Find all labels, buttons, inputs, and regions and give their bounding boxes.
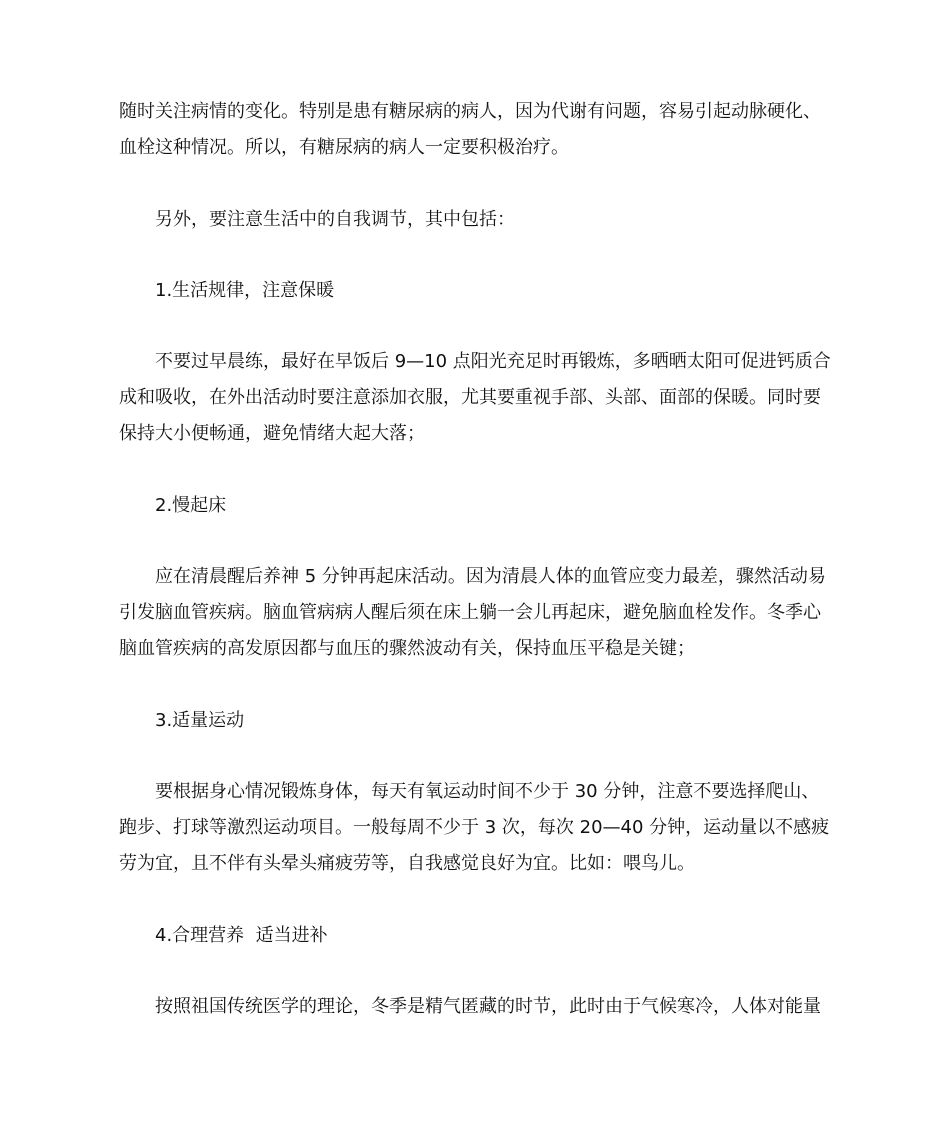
text-line: 随时关注病情的变化。特别是患有糖尿病的病人，因为代谢有问题，容易引起动脉硬化、 xyxy=(119,101,821,122)
text-line: 血栓这种情况。所以，有糖尿病的病人一定要积极治疗。 xyxy=(119,137,569,158)
text-line: 要根据身心情况锻炼身体，每天有氧运动时间不少于 30 分钟，注意不要选择爬山、 xyxy=(155,781,820,802)
text-line: 脑血管疾病的高发原因都与血压的骤然波动有关，保持血压平稳是关键； xyxy=(119,638,695,659)
section-heading-1 xyxy=(119,273,831,309)
paragraph-diabetes-note xyxy=(119,94,831,166)
paragraph-section-1-body xyxy=(119,344,831,452)
paragraph-self-regulation-intro xyxy=(119,202,831,238)
section-heading-4 xyxy=(119,918,831,954)
text-line: 引发脑血管疾病。脑血管病病人醒后须在床上躺一会儿再起床，避免脑血栓发作。冬季心 xyxy=(119,602,821,623)
section-heading-2 xyxy=(119,488,831,524)
paragraph-section-2-body xyxy=(119,559,831,667)
text-line: 3.适量运动 xyxy=(155,710,245,731)
text-line: 劳为宜，且不伴有头晕头痛疲劳等，自我感觉良好为宜。比如：喂鸟儿。 xyxy=(119,853,695,874)
text-line: 1.生活规律，注意保暖 xyxy=(155,280,335,301)
text-line: 另外，要注意生活中的自我调节，其中包括： xyxy=(155,209,515,230)
section-heading-3 xyxy=(119,703,831,739)
text-line: 2.慢起床 xyxy=(155,495,227,516)
paragraph-section-3-body xyxy=(119,774,831,882)
text-line: 保持大小便畅通，避免情绪大起大落； xyxy=(119,423,425,444)
text-line: 跑步、打球等激烈运动项目。一般每周不少于 3 次，每次 20—40 分钟，运动量以不感疲 xyxy=(119,817,830,838)
paragraph-section-4-body xyxy=(119,989,831,1025)
text-line: 成和吸收，在外出活动时要注意添加衣服，尤其要重视手部、头部、面部的保暖。同时要 xyxy=(119,387,821,408)
text-line: 应在清晨醒后养神 5 分钟再起床活动。因为清晨人体的血管应变力最差，骤然活动易 xyxy=(155,566,826,587)
text-line: 按照祖国传统医学的理论，冬季是精气匿藏的时节，此时由于气候寒冷，人体对能量 xyxy=(155,996,821,1017)
text-line: 4.合理营养 适当进补 xyxy=(155,925,328,946)
text-line: 不要过早晨练，最好在早饭后 9—10 点阳光充足时再锻炼，多晒晒太阳可促进钙质合 xyxy=(155,351,831,372)
